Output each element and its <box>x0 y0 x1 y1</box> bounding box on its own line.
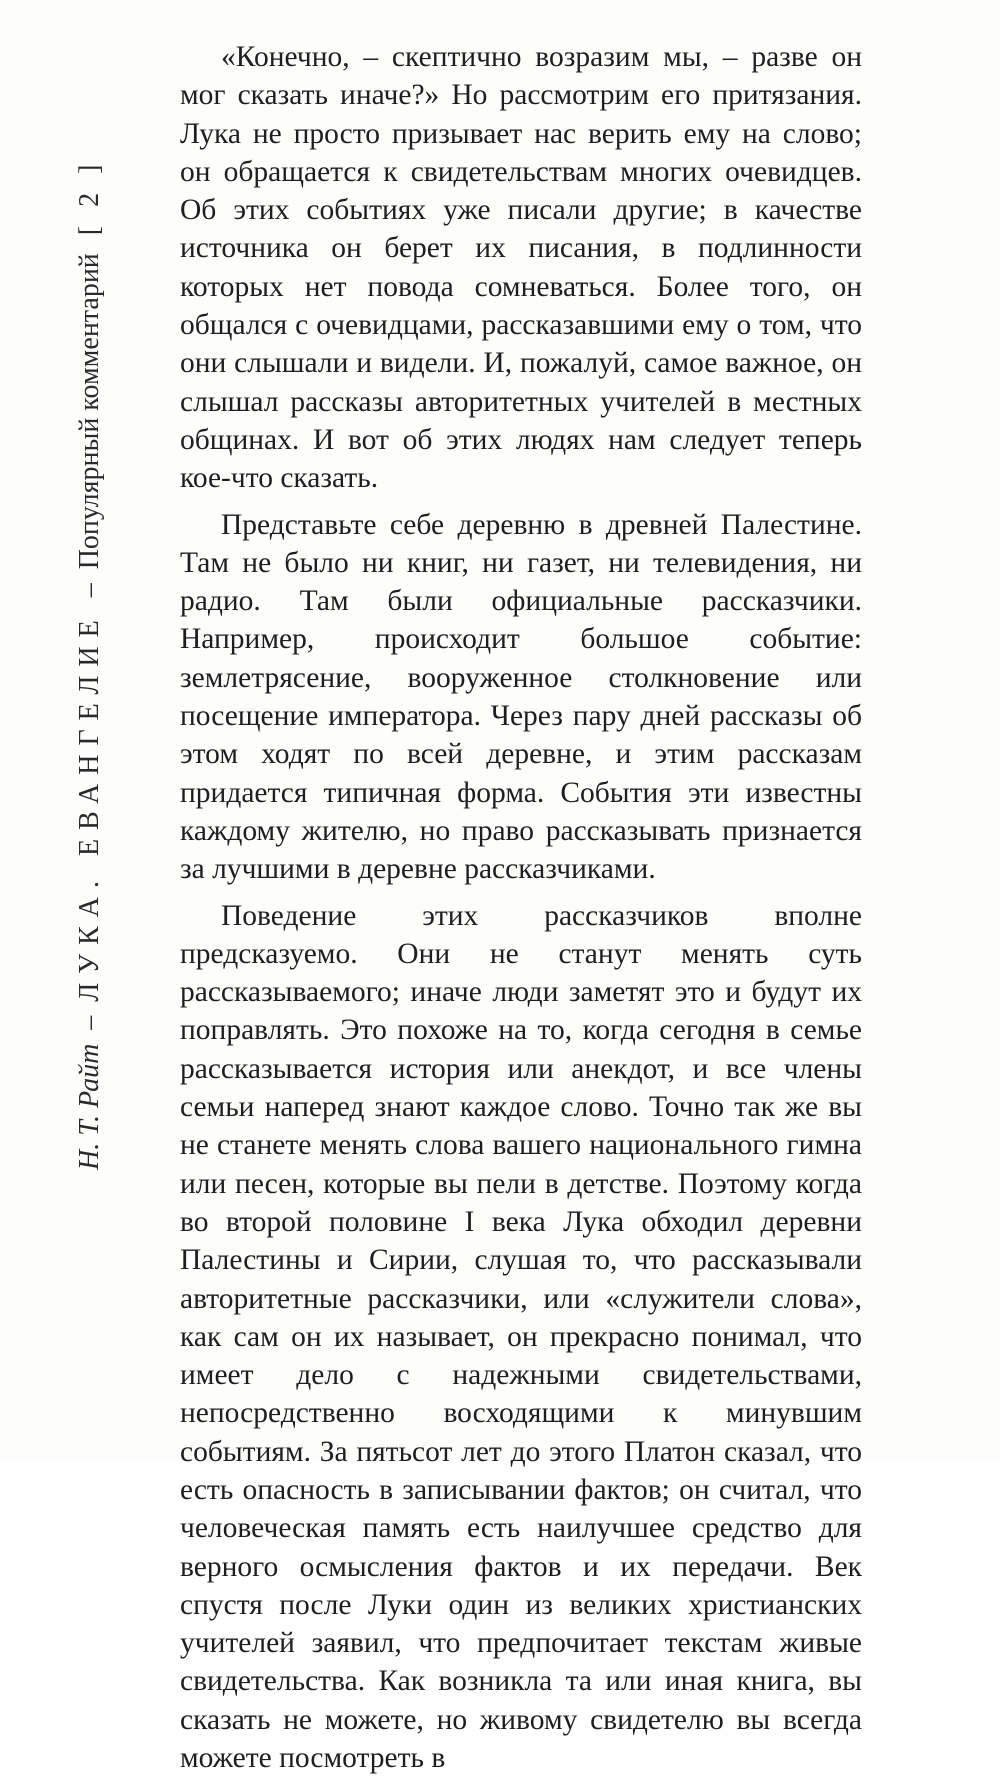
running-head-book-title: ЛУКА. ЕВАНГЕЛИЕ <box>74 611 105 1002</box>
paragraph: Представьте себе деревню в древней Палестине. Там не было ни книг, ни газет, ни телевидения, ни радио. Там были официальные рассказчики. Например, происходит большое событие: землетрясение, вооруженное столкновение или посещение императора. Через пару дней рассказы об этом ходят по всей деревне, и этим рассказам придается типичная форма. События эти известны каждому жителю, но право рассказывать признается за лучшими в деревне рассказчиками. <box>180 508 862 886</box>
paragraph: Поведение этих рассказчиков вполне предсказуемо. Они не станут менять суть рассказываемого; иначе люди заметят это и будут их поправлять. Это похоже на то, когда сегодня в семье рассказывается история или анекдот, и все члены семьи наперед знают каждое слово. Точно так же вы не станете менять слова вашего национального гимна или песен, которые вы пели в детстве. Поэтому когда во второй половине I века Лука обходил деревни Палестины и Сирии, слушая то, что рассказывали авторитетные рассказчики, или «служители слова», как сам он их называет, он прекрасно понимал, что имеет дело с надежными свидетельствами, непосредственно восходящими к минувшим событиям. За пятьсот лет до этого Платон сказал, что есть опасность в записывании фактов; он считал, что человеческая память есть наилучшее средство для верного осмысления фактов и их передачи. Век спустя после Луки один из великих христианских учителей заявил, что предпочитает текстам живые свидетельства. Как возникла та или иная книга, вы сказать не можете, но живому свидетелю вы всегда можете посмотреть в <box>180 899 862 1775</box>
running-head <box>70 159 110 1170</box>
running-head-separator: – <box>74 583 105 598</box>
running-head-author: Н. Т. Райт <box>74 1043 105 1170</box>
running-head-separator: – <box>74 1015 105 1030</box>
body-text <box>180 38 862 1785</box>
page-number: [ 2 ] <box>74 158 105 236</box>
paragraph: «Конечно, – скептично возразим мы, – разве он мог сказать иначе?» Но рассмотрим его притязания. Лука не просто призывает нас верить ему на слово; он обращается к свидетельствам многих очевидцев. Об этих событиях уже писали другие; в качестве источника он берет их писания, в подлинности которых нет повода сомневаться. Более того, он общался с очевидцами, рассказавшими ему о том, что они слышали и видели. И, пожалуй, самое важное, он слышал рассказы авторитетных учителей в местных общинах. И вот об этих людях нам следует теперь кое-что сказать. <box>180 41 862 495</box>
running-head-subtitle: Популярный комментарий <box>74 253 105 570</box>
